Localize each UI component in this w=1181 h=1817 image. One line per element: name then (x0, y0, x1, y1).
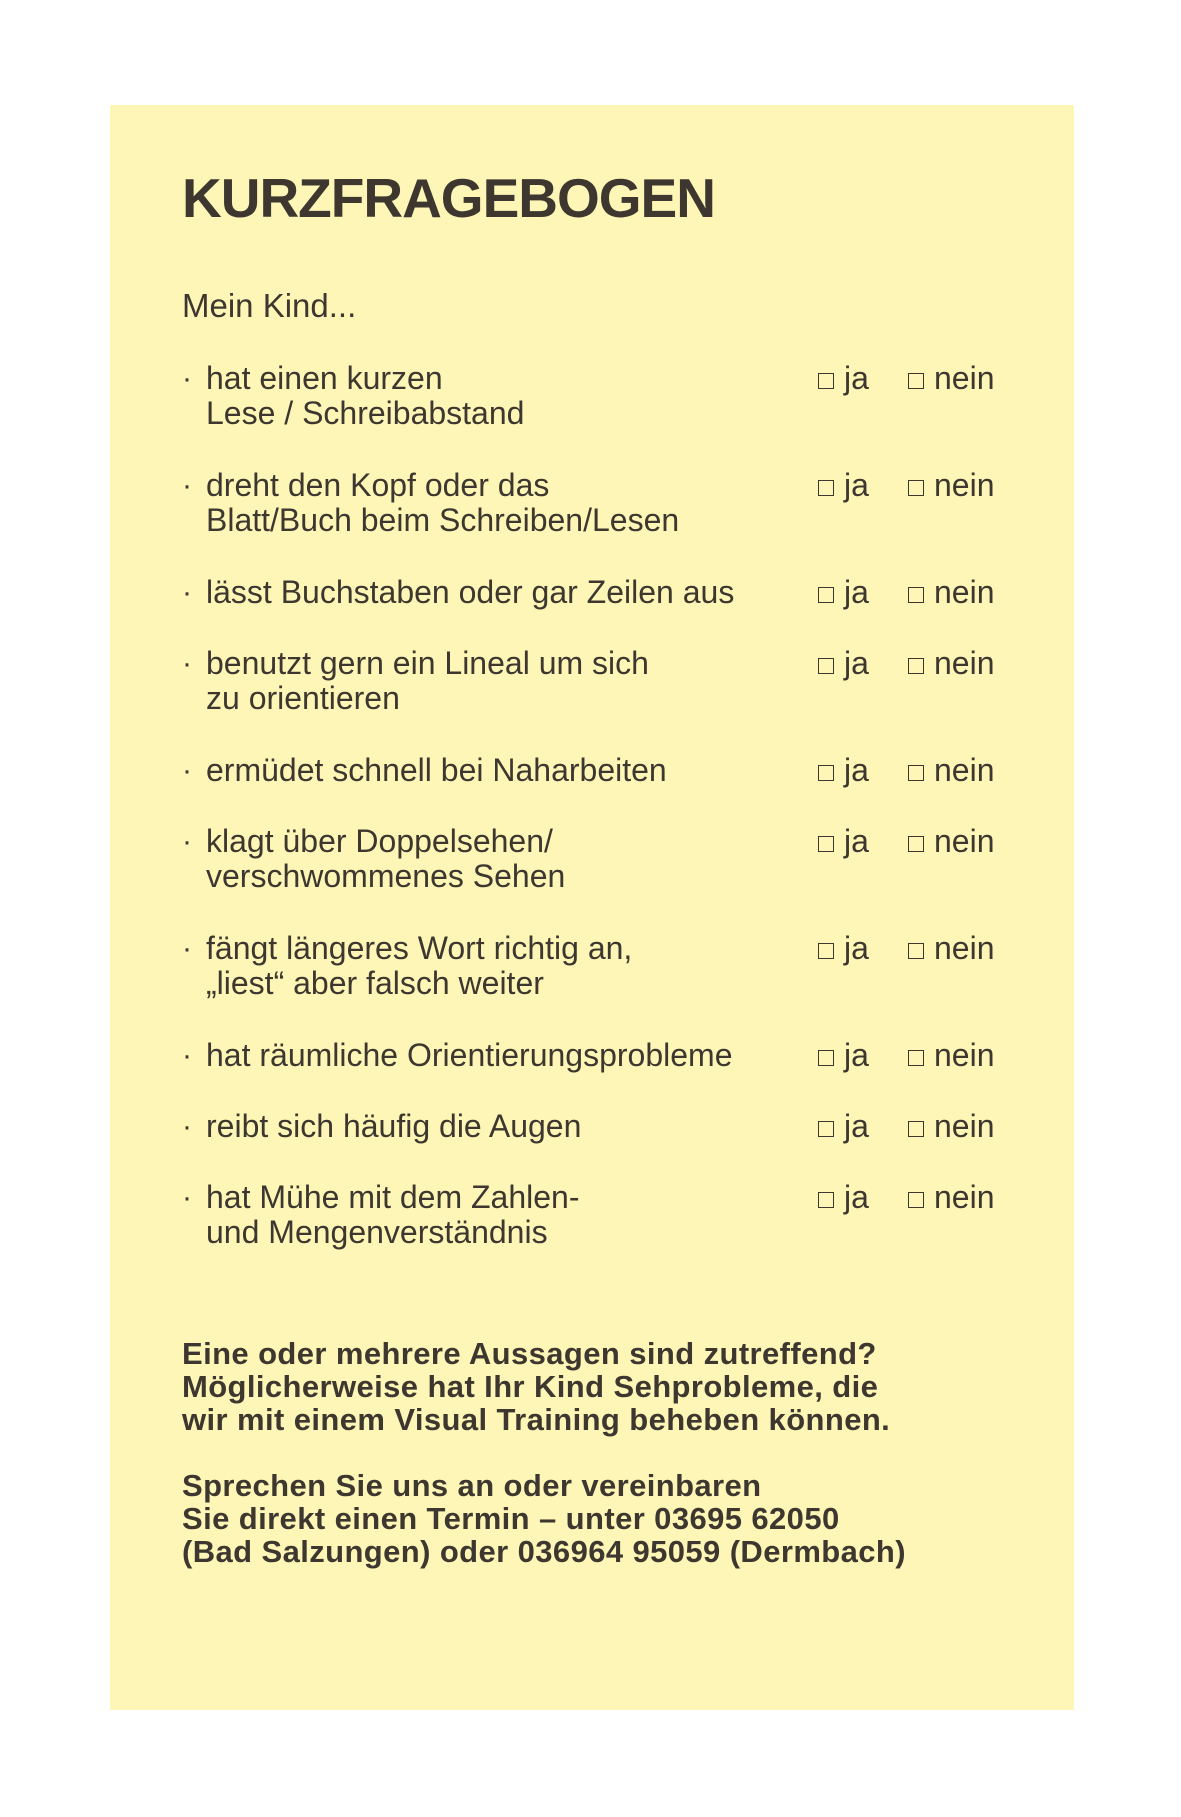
checkbox-icon[interactable] (908, 765, 924, 781)
bullet-dot: · (182, 932, 192, 965)
checkbox-icon[interactable] (908, 943, 924, 959)
checkbox-label: nein (934, 1179, 995, 1215)
checkbox-icon[interactable] (818, 1121, 834, 1137)
yes-checkbox[interactable] (818, 824, 869, 859)
checkbox-label: ja (844, 1108, 869, 1144)
bullet-dot: · (182, 825, 192, 858)
footer-paragraph-2: Sprechen Sie uns an oder vereinbaren Sie direkt einen Termin – unter 03695 62050 (Bad Salzungen) oder 036964 95059 (Dermbach) (182, 1468, 906, 1569)
checkbox-label: ja (844, 930, 869, 966)
no-checkbox[interactable] (908, 361, 995, 396)
intro-text: Mein Kind... (182, 287, 357, 324)
checkbox-label: nein (934, 823, 995, 859)
yes-checkbox[interactable] (818, 1109, 869, 1144)
checkbox-label: ja (844, 645, 869, 681)
question-text: hat einen kurzen Lese / Schreibabstand (206, 360, 525, 431)
yes-checkbox[interactable] (818, 575, 869, 610)
checkbox-icon[interactable] (908, 587, 924, 603)
question-text: lässt Buchstaben oder gar Zeilen aus (206, 574, 735, 610)
bullet-dot: · (182, 647, 192, 680)
checkbox-icon[interactable] (818, 480, 834, 496)
checkbox-icon[interactable] (908, 1050, 924, 1066)
checkbox-label: ja (844, 467, 869, 503)
checkbox-icon[interactable] (818, 836, 834, 852)
yes-checkbox[interactable] (818, 468, 869, 503)
checkbox-label: nein (934, 1037, 995, 1073)
checkbox-icon[interactable] (908, 480, 924, 496)
checkbox-icon[interactable] (818, 765, 834, 781)
question-text: ermüdet schnell bei Naharbeiten (206, 752, 667, 788)
checkbox-icon[interactable] (818, 658, 834, 674)
checkbox-icon[interactable] (818, 1050, 834, 1066)
questionnaire-card (110, 105, 1074, 1710)
question-text: benutzt gern ein Lineal um sich zu orientieren (206, 645, 649, 716)
checkbox-label: ja (844, 1037, 869, 1073)
checkbox-icon[interactable] (908, 1192, 924, 1208)
bullet-dot: · (182, 1181, 192, 1214)
yes-checkbox[interactable] (818, 646, 869, 681)
page-title: KURZFRAGEBOGEN (182, 167, 715, 229)
checkbox-icon[interactable] (818, 587, 834, 603)
no-checkbox[interactable] (908, 646, 995, 681)
bullet-dot: · (182, 1110, 192, 1143)
bullet-dot: · (182, 754, 192, 787)
checkbox-label: nein (934, 645, 995, 681)
question-text: reibt sich häufig die Augen (206, 1108, 582, 1144)
yes-checkbox[interactable] (818, 753, 869, 788)
no-checkbox[interactable] (908, 1109, 995, 1144)
checkbox-label: ja (844, 1179, 869, 1215)
checkbox-icon[interactable] (908, 1121, 924, 1137)
footer-text (182, 1337, 1022, 1568)
no-checkbox[interactable] (908, 575, 995, 610)
checkbox-icon[interactable] (908, 836, 924, 852)
no-checkbox[interactable] (908, 753, 995, 788)
checkbox-label: ja (844, 823, 869, 859)
checkbox-icon[interactable] (908, 658, 924, 674)
no-checkbox[interactable] (908, 824, 995, 859)
bullet-dot: · (182, 576, 192, 609)
question-text: fängt längeres Wort richtig an, „liest“ aber falsch weiter (206, 930, 633, 1001)
bullet-dot: · (182, 1039, 192, 1072)
bullet-dot: · (182, 469, 192, 502)
checkbox-icon[interactable] (818, 1192, 834, 1208)
checkbox-label: nein (934, 574, 995, 610)
yes-checkbox[interactable] (818, 1038, 869, 1073)
checkbox-icon[interactable] (818, 943, 834, 959)
checkbox-label: ja (844, 752, 869, 788)
checkbox-label: nein (934, 930, 995, 966)
yes-checkbox[interactable] (818, 1180, 869, 1215)
checkbox-label: nein (934, 360, 995, 396)
yes-checkbox[interactable] (818, 361, 869, 396)
footer-paragraph-1: Eine oder mehrere Aussagen sind zutreffend? Möglicherweise hat Ihr Kind Sehprobleme, die wir mit einem Visual Training beheben können. (182, 1336, 891, 1437)
question-text: hat räumliche Orientierungsprobleme (206, 1037, 733, 1073)
checkbox-label: nein (934, 467, 995, 503)
checkbox-label: nein (934, 752, 995, 788)
no-checkbox[interactable] (908, 1038, 995, 1073)
checkbox-label: ja (844, 360, 869, 396)
checkbox-label: ja (844, 574, 869, 610)
checkbox-label: nein (934, 1108, 995, 1144)
no-checkbox[interactable] (908, 931, 995, 966)
checkbox-icon[interactable] (908, 373, 924, 389)
yes-checkbox[interactable] (818, 931, 869, 966)
checkbox-icon[interactable] (818, 373, 834, 389)
question-text: klagt über Doppelsehen/ verschwommenes Sehen (206, 823, 566, 894)
question-text: dreht den Kopf oder das Blatt/Buch beim Schreiben/Lesen (206, 467, 680, 538)
no-checkbox[interactable] (908, 1180, 995, 1215)
bullet-dot: · (182, 362, 192, 395)
no-checkbox[interactable] (908, 468, 995, 503)
question-text: hat Mühe mit dem Zahlen- und Mengenverständnis (206, 1179, 580, 1250)
